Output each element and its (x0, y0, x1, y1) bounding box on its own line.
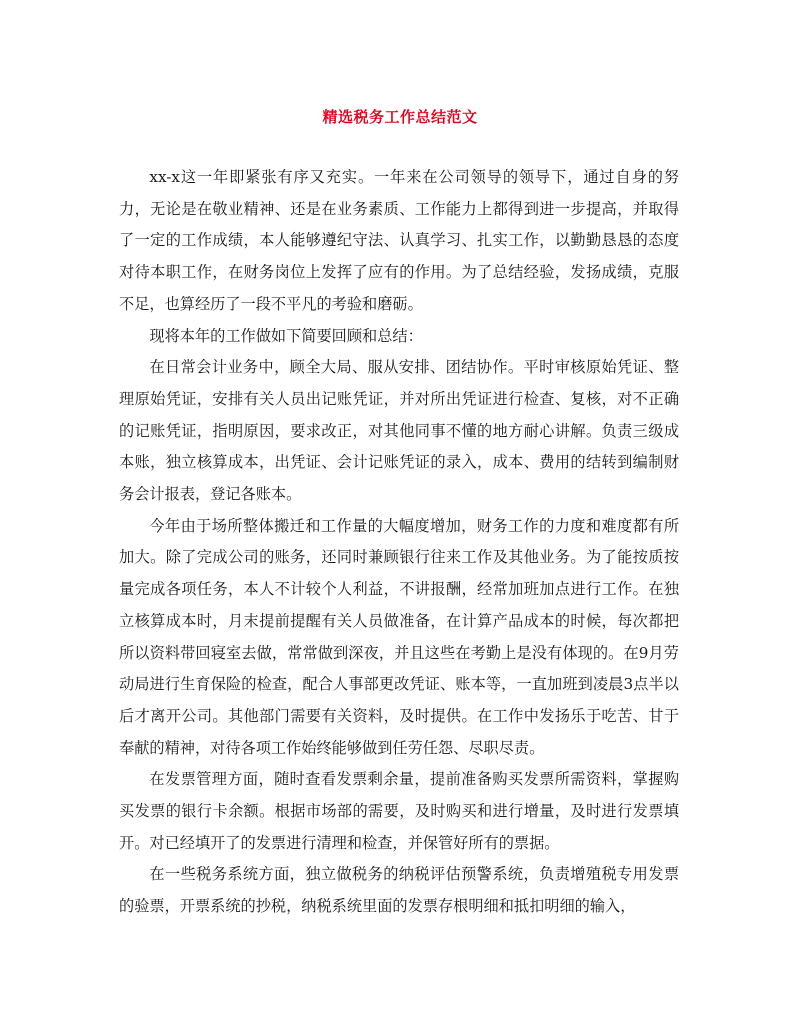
document-body (119, 162, 679, 923)
document-title: 精选税务工作总结范文 (322, 108, 478, 126)
paragraph-daily-accounting: 在日常会计业务中，顾全大局、服从安排、团结协作。平时审核原始凭证、整理原始凭证，安排有关人员出记账凭证，并对所出凭证进行检查、复核，对不正确的记账凭证，指明原因，要求改正，对其他同事不懂的地方耐心讲解。负责三级成本账，独立核算成本，出凭证、会计记账凭证的录入，成本、费用的结转到编制财务会计报表，登记各账本。 (119, 358, 679, 504)
paragraph-workload: 今年由于场所整体搬迁和工作量的大幅度增加，财务工作的力度和难度都有所加大。除了完成公司的账务，还同时兼顾银行往来工作及其他业务。为了能按质按量完成各项任务，本人不计较个人利益，不讲报酬，经常加班加点进行工作。在独立核算成本时，月末提前提醒有关人员做准备，在计算产品成本的时候，每次都把所以资料带回寝室去做，常常做到深夜，并且这些在考勤上是没有体现的。在9月劳动局进行生育保险的检查，配合人事部更改凭证、账本等，一直加班到凌晨3点半以后才离开公司。其他部门需要有关资料，及时提供。在工作中发扬乐于吃苦、甘于奉献的精神，对待各项工作始终能够做到任劳任怨、尽职尽责。 (119, 516, 679, 757)
paragraph-summary-lead: 现将本年的工作做如下简要回顾和总结： (149, 326, 423, 345)
paragraph-invoice-management: 在发票管理方面，随时查看发票剩余量，提前准备购买发票所需资料，掌握购买发票的银行卡余额。根据市场部的需要，及时购买和进行增量，及时进行发票填开。对已经填开了的发票进行清理和检查，并保管好所有的票据。 (119, 770, 679, 852)
paragraph-tax-systems: 在一些税务系统方面，独立做税务的纳税评估预警系统，负责增殖税专用发票的验票，开票系统的抄税，纳税系统里面的发票存根明细和抵扣明细的输入， (119, 865, 679, 916)
paragraph-intro: xx-x这一年即紧张有序又充实。一年来在公司领导的领导下，通过自身的努力，无论是在敬业精神、还是在业务素质、工作能力上都得到进一步提高，并取得了一定的工作成绩，本人能够遵纪守法、认真学习、扎实工作，以勤勤恳恳的态度对待本职工作，在财务岗位上发挥了应有的作用。为了总结经验，发扬成绩，克服不足，也算经历了一段不平凡的考验和磨砺。 (119, 168, 679, 313)
